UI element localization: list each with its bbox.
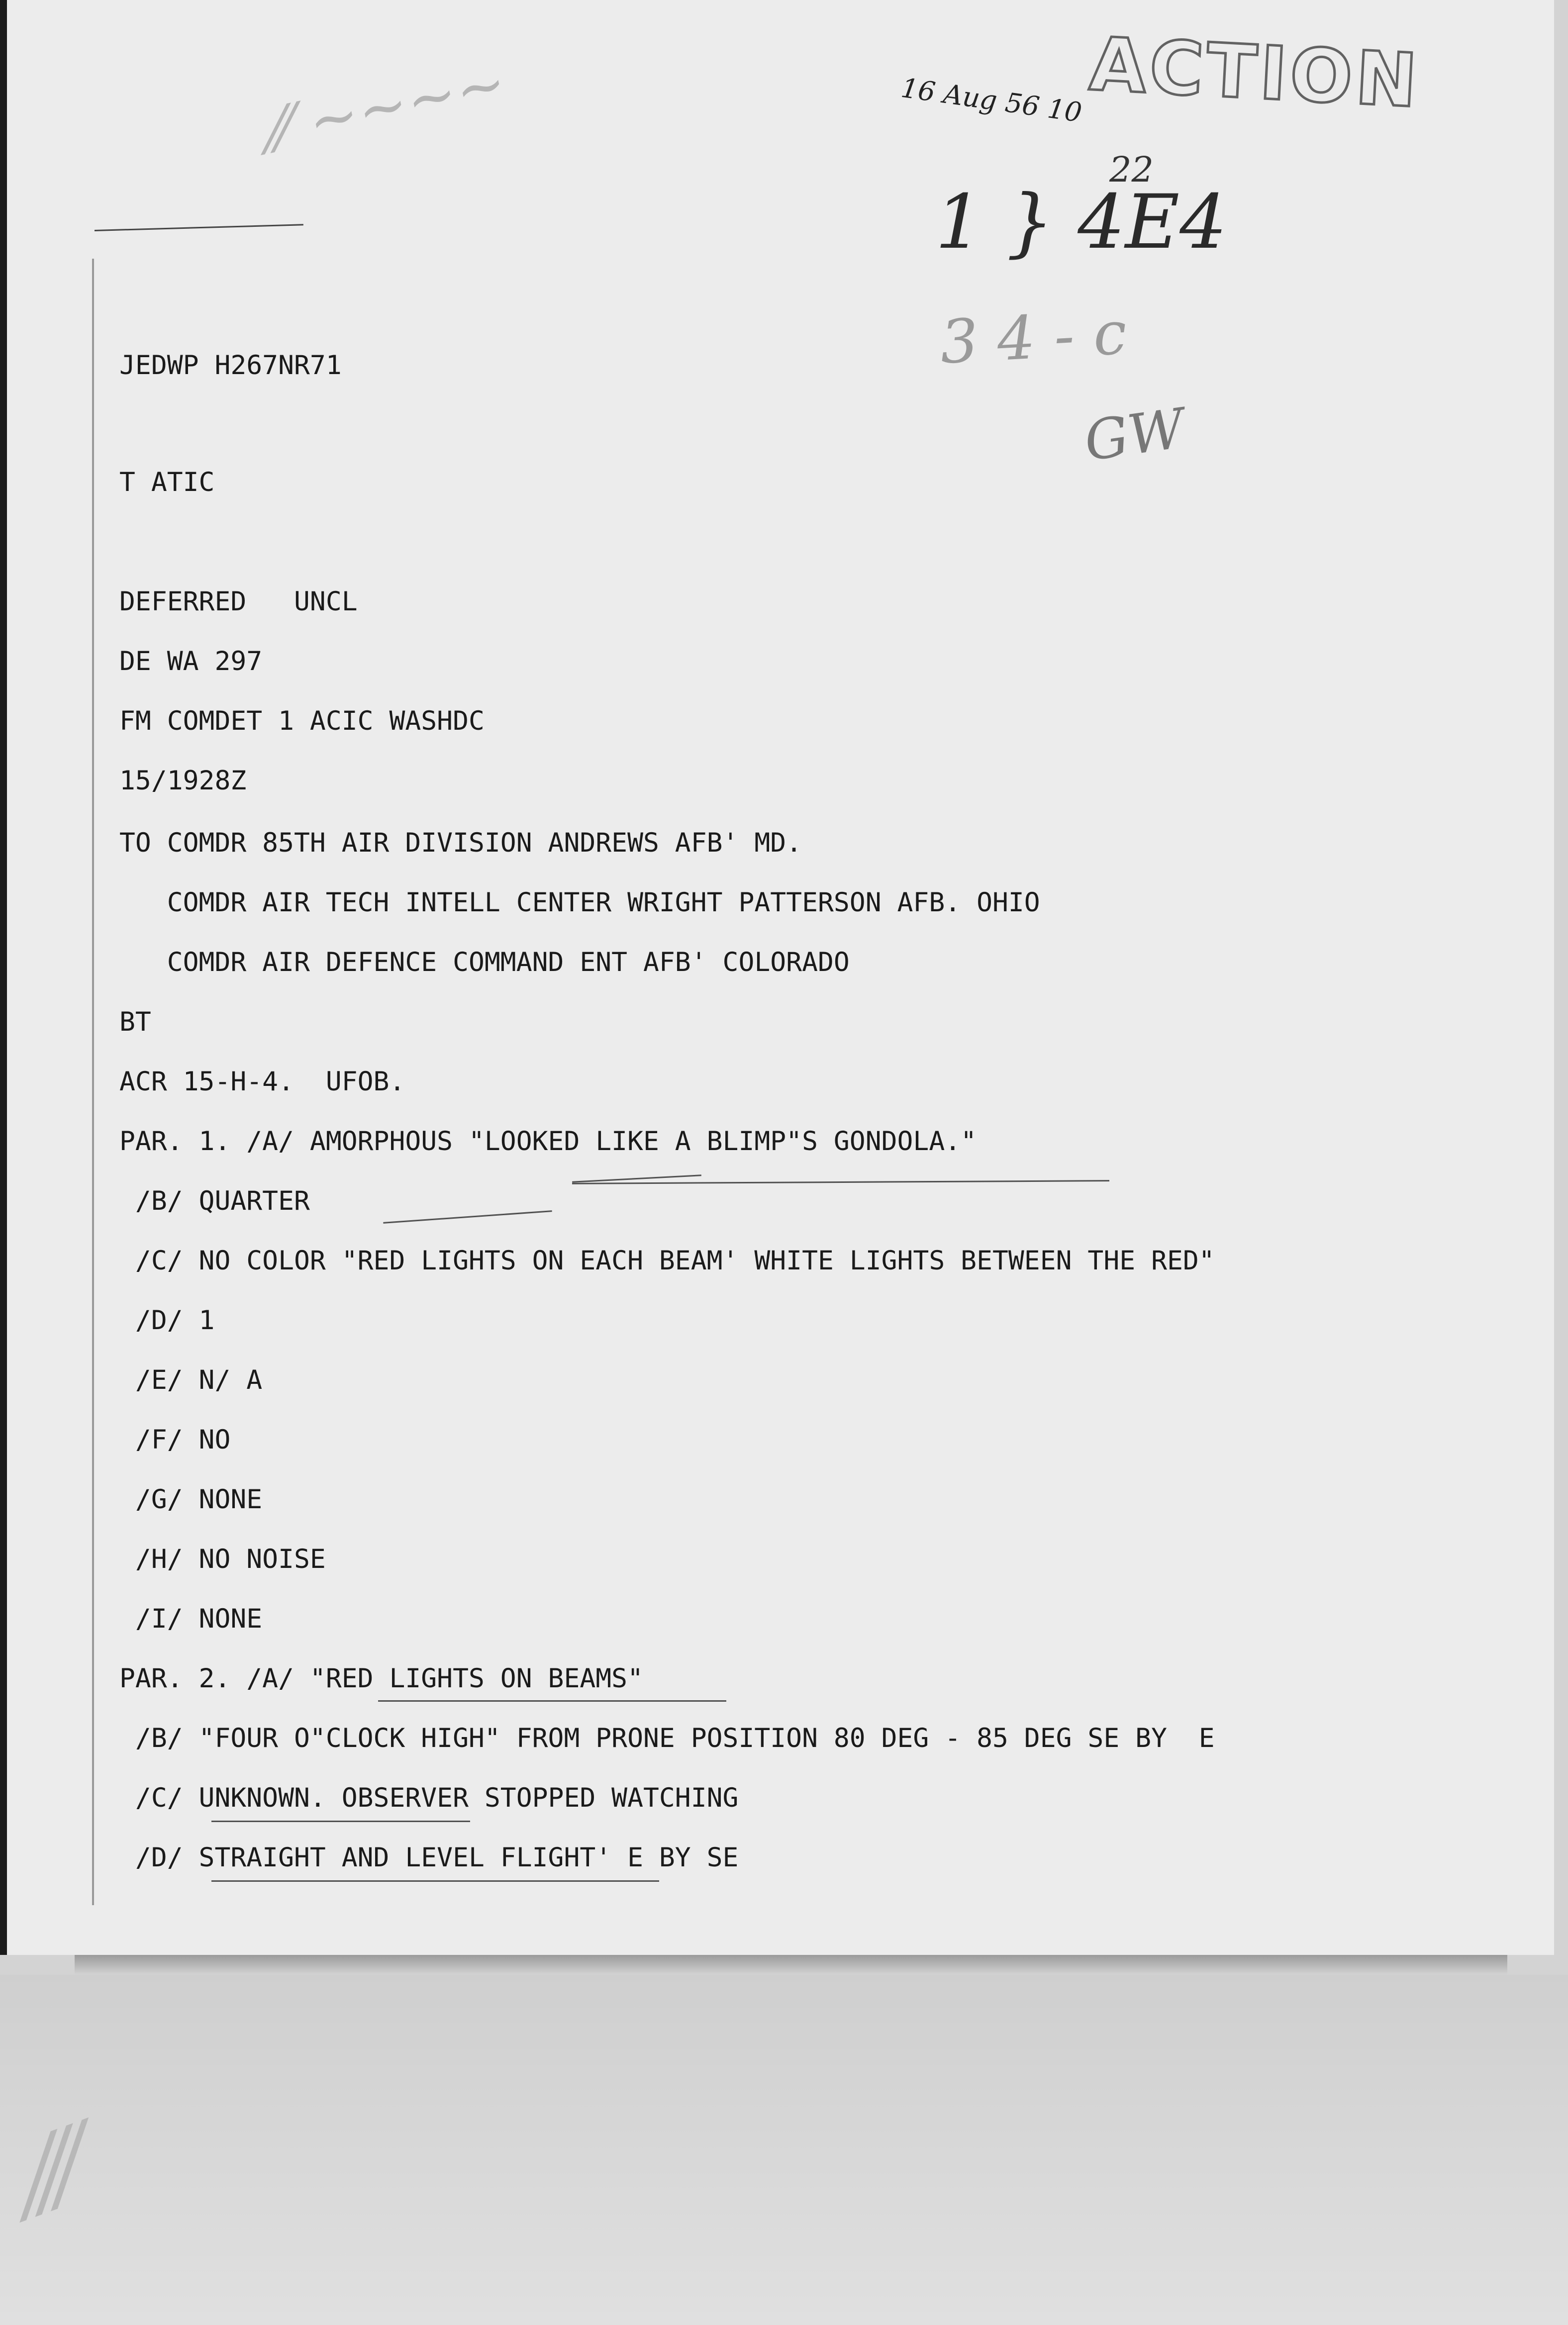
background-area [0, 1975, 1568, 2325]
message-line: ACR 15-H-4. UFOB. [119, 1066, 405, 1097]
message-line: /D/ 1 [119, 1305, 215, 1336]
message-line: JEDWP H267NR71 [119, 350, 342, 381]
underline-mark [211, 1880, 659, 1882]
faint-signature: ⁄⁄ ∼∼∼∼ [264, 48, 512, 166]
faint-handwriting-mark: ⁄⁄⁄ [11, 2109, 98, 2235]
underline-mark [211, 1821, 470, 1822]
message-line: /C/ UNKNOWN. OBSERVER STOPPED WATCHING [119, 1783, 739, 1813]
message-line: /G/ NONE [119, 1484, 263, 1515]
message-line: BT [119, 1007, 151, 1037]
message-line: /I/ NONE [119, 1604, 263, 1634]
message-line: /B/ "FOUR O"CLOCK HIGH" FROM PRONE POSITION 80 DEG - 85 DEG SE BY E [119, 1723, 1215, 1753]
message-line: FM COMDET 1 ACIC WASHDC [119, 706, 485, 736]
film-edge [0, 0, 7, 1955]
handwritten-routing: 1 } 4E4 [935, 179, 1227, 266]
margin-rule [92, 259, 94, 1905]
message-line: /H/ NO NOISE [119, 1544, 326, 1574]
underline-mark [378, 1700, 726, 1702]
message-line: /F/ NO [119, 1425, 231, 1455]
message-line: /D/ STRAIGHT AND LEVEL FLIGHT' E BY SE [119, 1842, 739, 1873]
handwritten-initials: GW [1080, 396, 1188, 474]
page-shadow [75, 1955, 1507, 1975]
message-line: TO COMDR 85TH AIR DIVISION ANDREWS AFB' MD. [119, 828, 802, 858]
handwritten-number: 22 [1109, 149, 1154, 190]
handwritten-routing-faint: 3 4 - c [938, 298, 1129, 378]
action-stamp: ACTION [1087, 21, 1422, 124]
message-line: COMDR AIR TECH INTELL CENTER WRIGHT PATTERSON AFB. OHIO [119, 887, 1040, 918]
message-line: DE WA 297 [119, 646, 263, 677]
message-line: PAR. 1. /A/ AMORPHOUS "LOOKED LIKE A BLIMP"S GONDOLA." [119, 1126, 977, 1157]
message-line: PAR. 2. /A/ "RED LIGHTS ON BEAMS" [119, 1663, 643, 1694]
message-line: COMDR AIR DEFENCE COMMAND ENT AFB' COLORADO [119, 947, 850, 977]
message-line: DEFERRED UNCL [119, 586, 358, 617]
message-line: T ATIC [119, 467, 215, 497]
message-line: 15/1928Z [119, 766, 247, 796]
handwritten-date: 16 Aug 56 10 [899, 72, 1084, 129]
message-line: /C/ NO COLOR "RED LIGHTS ON EACH BEAM' WHITE LIGHTS BETWEEN THE RED" [119, 1246, 1215, 1276]
message-line: /E/ N/ A [119, 1365, 263, 1395]
message-line: /B/ QUARTER [119, 1186, 310, 1216]
